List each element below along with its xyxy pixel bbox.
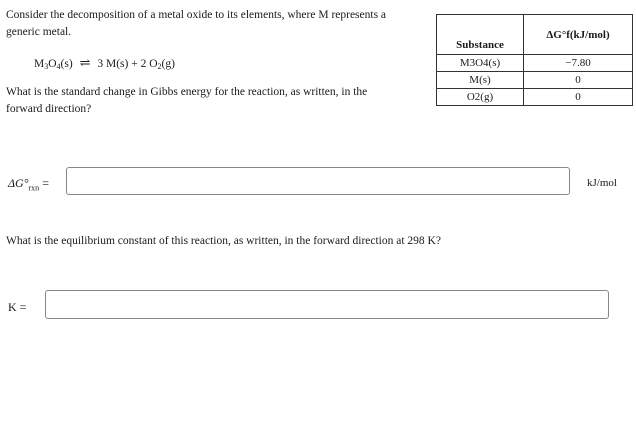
header-substance: Substance [437, 15, 524, 55]
table-row [437, 72, 633, 89]
header-gibbs: ΔG°f(kJ/mol) [524, 15, 633, 55]
products: 3 M(s) + 2 O [97, 58, 158, 70]
substance-cell: M(s) [437, 72, 524, 89]
gibbs-unit-label: kJ/mol [587, 177, 617, 189]
table-row [437, 89, 633, 106]
reaction-equation [34, 55, 175, 71]
value-cell: −7.80 [524, 55, 633, 72]
question-gibbs: What is the standard change in Gibbs energy for the reaction, as written, in the forward direction? [6, 86, 368, 115]
product-subscript: 2 [157, 62, 162, 71]
gibbs-answer-input[interactable] [66, 167, 570, 195]
product-state: (g) [161, 58, 175, 70]
gibbs-label-sub: rxn [28, 183, 40, 193]
gibbs-label-equals: = [42, 176, 49, 190]
value-cell: 0 [524, 89, 633, 106]
gibbs-label-main: ΔG° [8, 176, 29, 190]
reactant-oxygen: O [48, 58, 57, 70]
value-cell: 0 [524, 72, 633, 89]
problem-intro: Consider the decomposition of a metal oxide to its elements, where M represents a generic metal. [6, 9, 387, 38]
question-equilibrium: What is the equilibrium constant of this reaction, as written, in the forward direction at 298 K? [6, 235, 441, 247]
k-answer-label: K = [8, 300, 27, 314]
k-answer-input[interactable] [45, 290, 609, 319]
reactant-symbol: M [34, 58, 45, 70]
substance-cell: O2(g) [437, 89, 524, 106]
table-row [437, 55, 633, 72]
thermo-data-table [436, 14, 633, 106]
reactant-subscript-1: 3 [44, 62, 49, 71]
reactant-state: (s) [60, 58, 73, 70]
substance-cell: M3O4(s) [437, 55, 524, 72]
gibbs-answer-label [8, 176, 49, 192]
reactant-subscript-2: 4 [56, 62, 61, 71]
equilibrium-arrow-icon: ⇌ [79, 55, 91, 70]
